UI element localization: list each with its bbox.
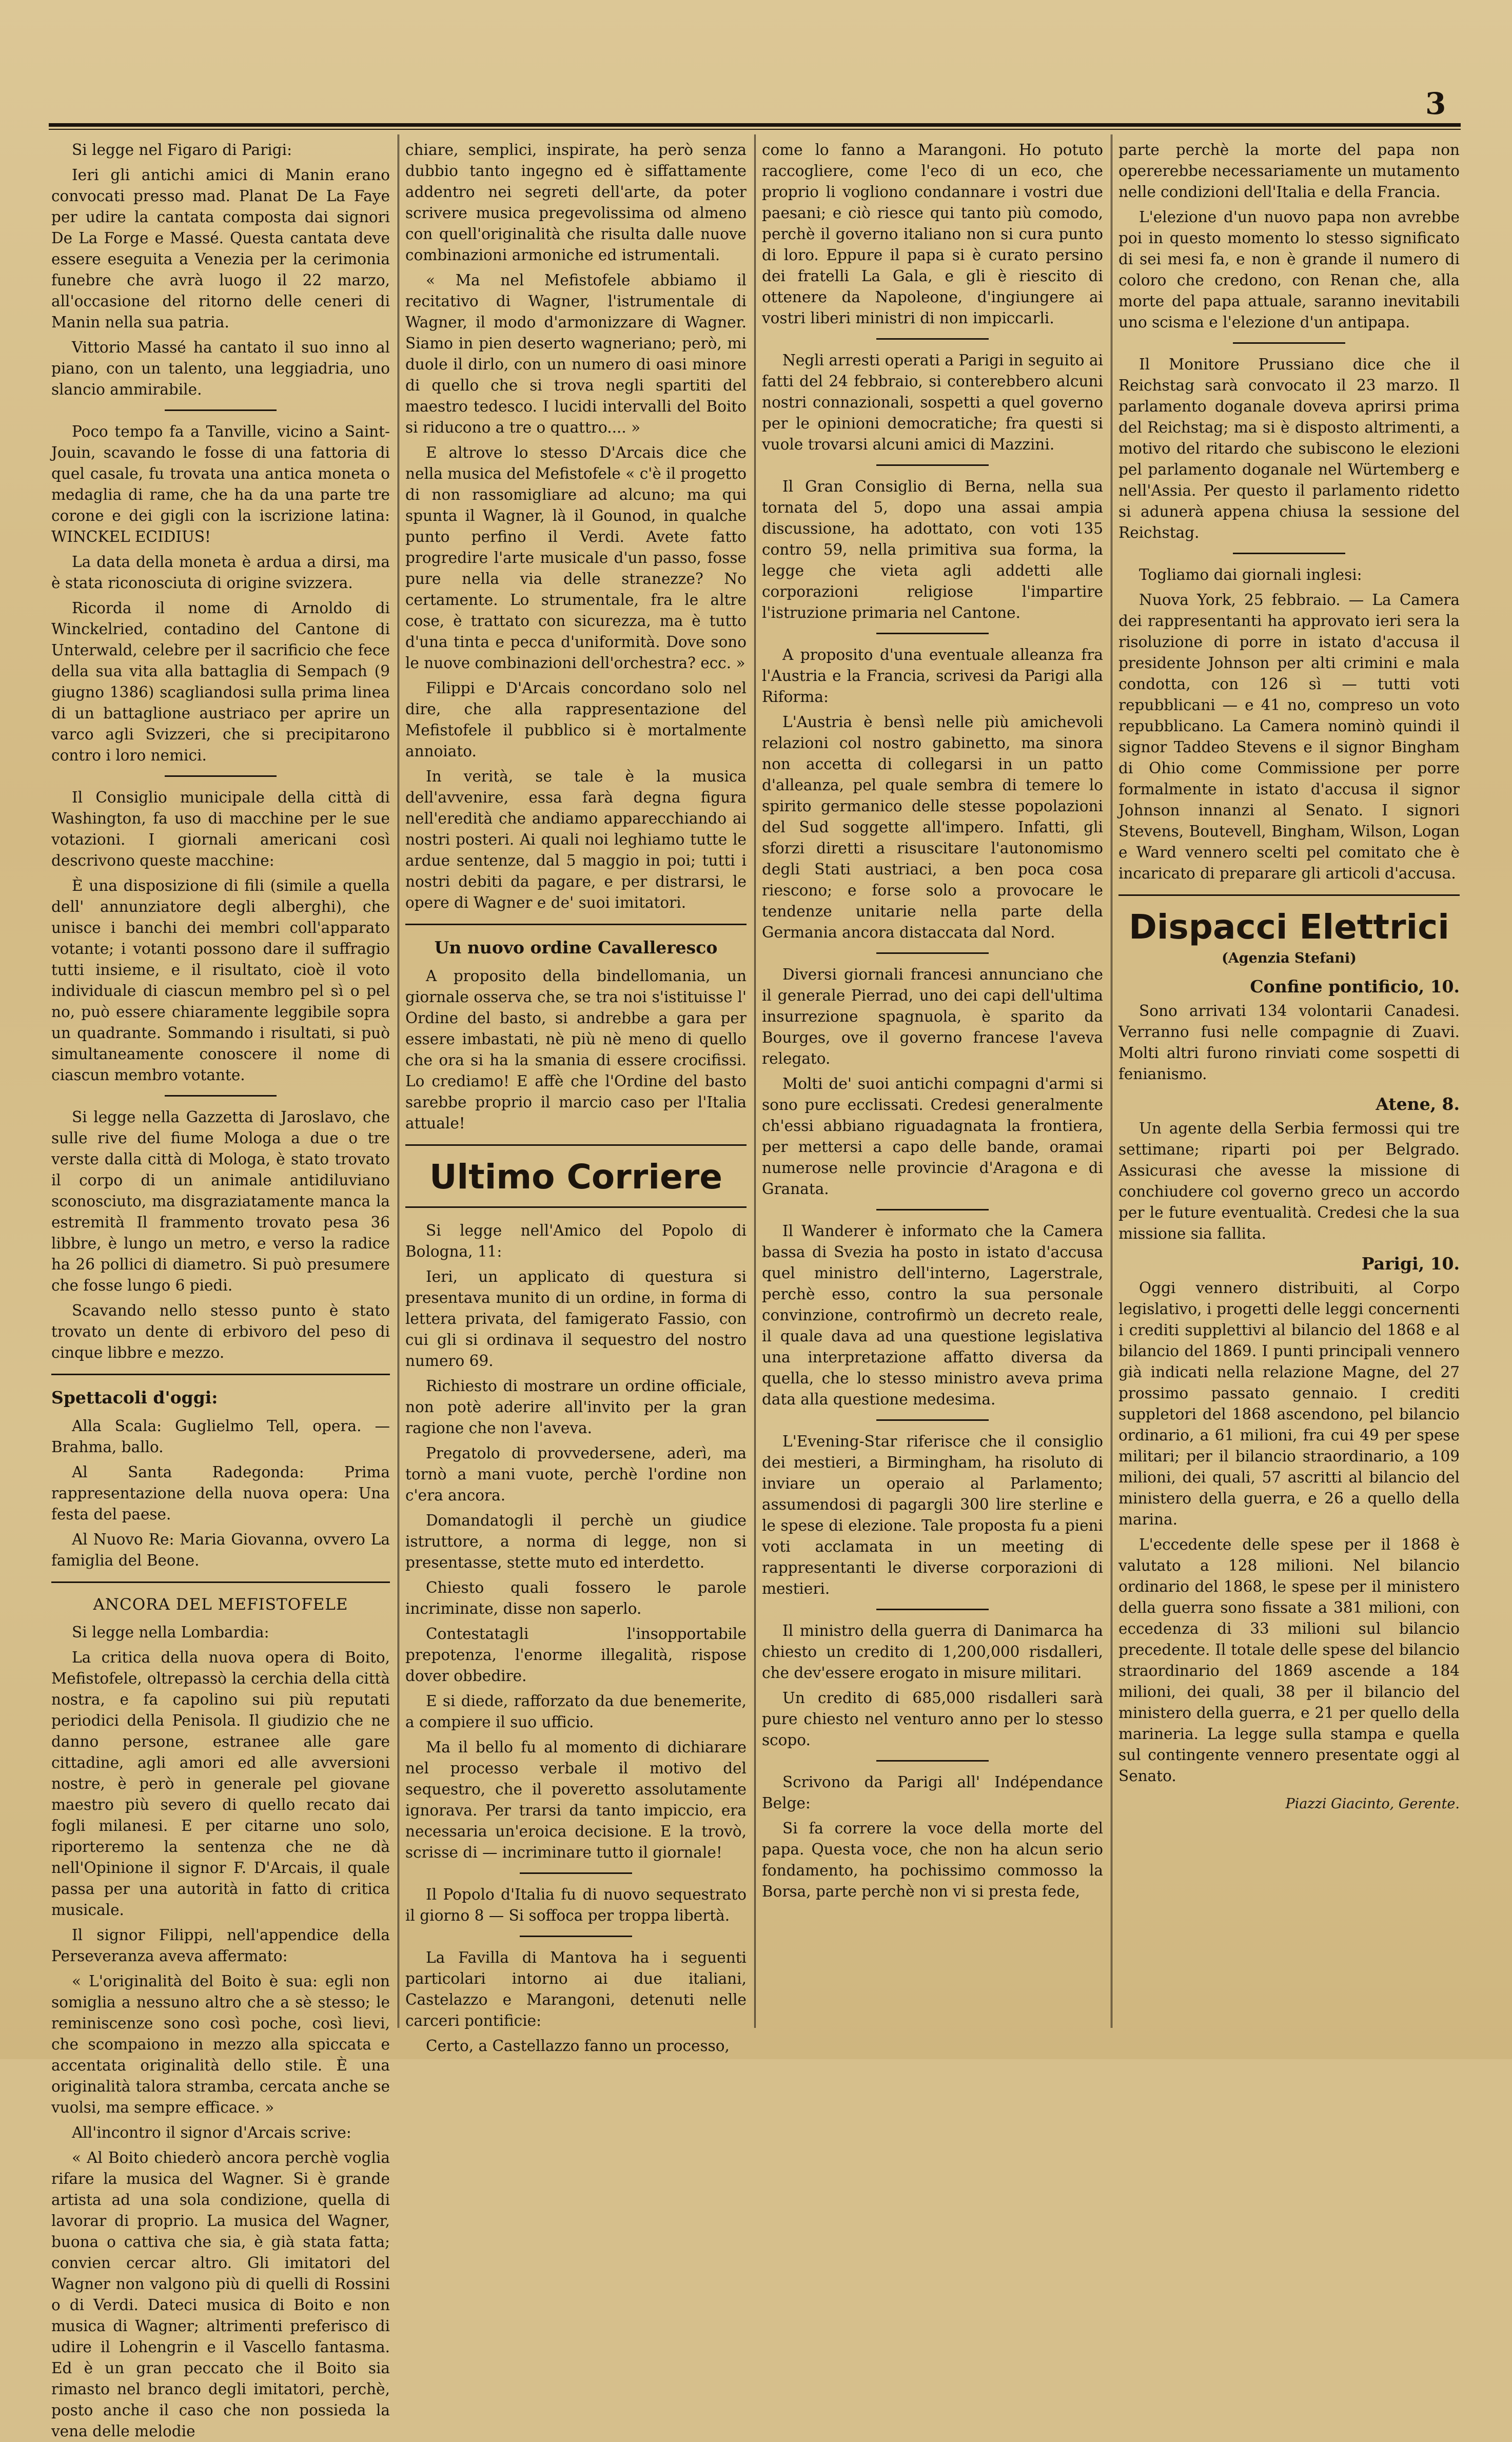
section-separator <box>1118 894 1460 896</box>
article-paragraph: L'Austria è bensì nelle più amichevoli relazioni col nostro gabinetto, ma sinora non accetta di collegarsi in un patto d'alleanza, pel quale sembra di temere lo spirito germanico delle stesse popolazioni del Sud soggette all'impero. Infatti, gli sforzi diretti a risuscitare l'autonomismo degli Stati austriaci, a ben poca cosa riescono; e forse solo a provocare le tendenze unitarie nella parte della Germania ancora distaccata dal Nord. <box>762 713 1103 941</box>
column-rule <box>1111 134 1112 2028</box>
article-separator <box>1233 553 1345 554</box>
article-paragraph: A proposito della bindellomania, un giornale osserva che, se tra noi s'istituisse l' Ordine del basto, si andrebbe a gara per essere imbastati, nè più nè meno di quello che ora si ha la smania di essere crocifissi. Lo crediamo! E affè che l'Ordine del basto sarebbe proprio il marcio caso per l'Italia attuale! <box>405 967 747 1132</box>
article-paragraph: « L'originalità del Boito è sua: egli non somiglia a nessuno altro che a sè stesso; le reminiscenze sono così poche, così lievi, che scompaiono in mezzo alla spiccata e accentata originalità dello stile. È una originalità talora stramba, cercata anche se vuolsi, ma sempre efficace. » <box>51 1972 390 2116</box>
article-separator <box>876 338 989 340</box>
article-paragraph: Il Consiglio municipale della città di Washington, fa uso di macchine per le sue votazioni. I giornali americani così descrivono queste macchine: <box>51 789 390 869</box>
article-paragraph: Un credito di 685,000 risdalleri sarà pure chiesto nel venturo anno per lo stesso scopo. <box>762 1689 1103 1749</box>
article-separator <box>876 952 989 954</box>
dispatch-dateline: Confine pontificio, 10. <box>1250 976 1460 997</box>
article-separator <box>876 1209 989 1210</box>
article-separator <box>876 1419 989 1421</box>
article-paragraph: Si legge nella Gazzetta di Jaroslavo, che sulle rive del fiume Mologa a due o tre verste dalla città di Mologa, è stato trovato il corpo di un animale antidiluviano sconosciuto, ma disgraziatamente manca la estremità Il frammento trovato pesa 36 libbre, è lungo un metro, e verso la radice ha 26 pollici di diametro. Si può presumere che fosse lungo 6 piedi. <box>51 1108 390 1294</box>
article-paragraph: Il signor Filippi, nell'appendice della Perseveranza aveva affermato: <box>51 1926 390 1965</box>
article-separator <box>876 1609 989 1610</box>
article-paragraph: Ma il bello fu al momento di dichiarare nel processo verbale il motivo del sequestro, che il poveretto assolutamente ignorava. Per trarsi da tanto impiccio, era necessaria un'eroica decisione. E la trovò, scrisse di — incriminare tutto il giornale! <box>405 1738 747 1861</box>
article-paragraph: Negli arresti operati a Parigi in seguito ai fatti del 24 febbraio, si conterebbero alcuni nostri connazionali, sospetti a quel governo per le opinioni democratiche; fra questi si vuole trovarsi alcuni amici di Mazzini. <box>762 351 1103 453</box>
article-separator <box>165 1095 277 1097</box>
section-separator <box>51 1374 390 1375</box>
article-paragraph: Ieri gli antichi amici di Manin erano convocati presso mad. Planat De La Faye per udire la cantata composta dai signori De La Forge e Massé. Questa cantata deve essere eseguita a Venezia per la cerimonia funebre che avrà luogo il 22 marzo, all'occasione del ritorno delle ceneri di Manin nella sua patria. <box>51 166 390 331</box>
article-paragraph: Diversi giornali francesi annunciano che il generale Pierrad, uno dei capi dell'ultima insurrezione spagnuola, è sparito da Bourges, ove il governo francese l'aveva relegato. <box>762 966 1103 1067</box>
column-2 <box>405 140 747 2055</box>
article-paragraph: Il Monitore Prussiano dice che il Reichstag sarà convocato il 23 marzo. Il parlamento doganale doveva aprirsi prima del Reichstag; ma si è disposto altrimenti, a motivo del ritardo che subiscono le elezioni pel parlamento doganale nel Würtemberg e nell'Assia. Per questo il parlamento ridetto si adunerà appena chiusa la sessione del Reichstag. <box>1118 356 1460 541</box>
column-rule <box>398 134 399 2028</box>
article-paragraph: Togliamo dai giornali inglesi: <box>1139 566 1362 583</box>
column-3 <box>762 140 1103 2018</box>
section-heading: Dispacci Elettrici <box>1129 907 1449 947</box>
section-separator <box>405 1144 747 1146</box>
article-paragraph: E altrove lo stesso D'Arcais dice che nella musica del Mefistofele « c'è il progetto di non rassomigliare ad alcuno; ma qui spunta il Wagner, là il Gounod, in qualche punto perfino il Verdi. Avete fatto progredire l'arte musicale d'un passo, fosse pure nella via delle stranezze? No certamente. Lo strumentale, fra le altre cose, è trattato con sicurezza, ma è tutto d'una tinta e pecca d'uniformità. Dove sono le nuove combinazioni dell'orchestra? ecc. » <box>405 444 747 672</box>
article-paragraph: In verità, se tale è la musica dell'avvenire, essa farà degna figura nell'eredità che andiamo apparecchiando ai nostri posteri. Ai quali noi leghiamo tutte le ardue sentenze, dal 5 maggio in poi; tutti i nostri debiti da pagare, e per distrarsi, le opere di Wagner e de' suoi imitatori. <box>405 768 747 911</box>
article-paragraph: Ricorda il nome di Arnoldo di Winckelried, contadino del Cantone di Unterwald, celebre per il sacrificio che fece della sua vita alla battaglia di Sempach (9 giugno 1386) scagliandosi sulla prima linea di un battaglione austriaco per aprire un varco agli Svizzeri, che si precipitarono contro i loro nemici. <box>51 599 390 764</box>
section-heading: Un nuovo ordine Cavalleresco <box>434 937 718 958</box>
article-separator <box>520 1872 632 1874</box>
article-paragraph: La data della moneta è ardua a dirsi, ma è stata riconosciuta di origine svizzera. <box>51 553 390 592</box>
section-separator <box>405 1206 747 1208</box>
article-separator <box>876 464 989 466</box>
article-separator <box>876 633 989 634</box>
article-paragraph: Il Popolo d'Italia fu di nuovo sequestrato il giorno 8 — Si soffoca per troppa libertà. <box>405 1886 747 1924</box>
article-paragraph: L'elezione d'un nuovo papa non avrebbe poi in questo momento lo stesso significato di sei mesi fa, e non è grande il numero di coloro che credono, con Renan che, alla morte del papa attuale, saranno inevitabili uno scisma e l'elezione d'un antipapa. <box>1118 208 1460 331</box>
article-paragraph: Il Wanderer è informato che la Camera bassa di Svezia ha posto in istato d'accusa quel ministro dell'interno, Lagerstrale, perchè esso, contro la sua personale convinzione, controfirmò un decreto reale, il quale dava ad una questione legislativa una interpretazione affatto diversa da quella, che lo stesso ministro aveva prima data alla questione medesima. <box>762 1222 1103 1408</box>
article-paragraph: A proposito d'una eventuale alleanza fra l'Austria e la Francia, scrivesi da Parigi alla Riforma: <box>762 646 1103 706</box>
article-paragraph: Chiesto quali fossero le parole incriminate, disse non saperlo. <box>405 1579 747 1617</box>
article-paragraph: Ieri, un applicato di questura si presentava munito di un ordine, in forma di lettera privata, del famigerato Fassio, con cui gli si ordinava il sequestro del nostro numero 69. <box>405 1268 747 1370</box>
article-paragraph: Scrivono da Parigi all' Indépendance Belge: <box>762 1773 1103 1812</box>
article-paragraph: parte perchè la morte del papa non opererebbe necessariamente un mutamento nelle condizioni dell'Italia e della Francia. <box>1118 141 1460 201</box>
article-paragraph: Si legge nell'Amico del Popolo di Bologna, 11: <box>405 1222 747 1260</box>
header-rule <box>49 123 1461 130</box>
page-number: 3 <box>1425 86 1446 121</box>
article-paragraph: « Ma nel Mefistofele abbiamo il recitativo di Wagner, l'istrumentale di Wagner, il modo d'armonizzare di Wagner. Siamo in pien deserto wagneriano; però, mi duole il dirlo, con un numero di oasi minore di quello che si trova negli spartiti del maestro tedesco. I lucidi intervalli del Boito si riducono a tre o quattro.... » <box>405 271 747 436</box>
article-paragraph: Si legge nel Figaro di Parigi: <box>72 141 292 159</box>
article-separator <box>1233 342 1345 344</box>
article-paragraph: Il ministro della guerra di Danimarca ha chiesto un credito di 1,200,000 risdalleri, che dev'essere erogato in misure militari. <box>762 1622 1103 1682</box>
article-paragraph: Un agente della Serbia fermossi qui tre settimane; riparti poi per Belgrado. Assicurasi che avesse la missione di conchiudere col governo greco un accordo per le future eventualità. Credesi che la sua missione sia fallita. <box>1118 1120 1460 1242</box>
article-paragraph: Alla Scala: Guglielmo Tell, opera. — Brahma, ballo. <box>51 1417 390 1456</box>
article-paragraph: Vittorio Massé ha cantato il suo inno al piano, con un talento, una leggiadria, uno slancio ammirabile. <box>51 339 390 398</box>
section-heading: Spettacoli d'oggi: <box>51 1388 218 1408</box>
section-heading: Ultimo Corriere <box>429 1157 723 1197</box>
section-separator <box>51 1581 390 1583</box>
article-separator <box>876 1760 989 1762</box>
article-paragraph: Sono arrivati 134 volontarii Canadesi. Verranno fusi nelle compagnie di Zuavi. Molti altri furono rinviati come sospetti di fenianismo. <box>1118 1002 1460 1083</box>
article-paragraph: È una disposizione di fili (simile a quella dell' annunziatore degli alberghi), che unisce i banchi dei membri coll'apparato votante; i votanti possono dare il suffragio tutti insieme, e il risultato, cioè il voto individuale di ciascun membro pel sì o pel no, può essere chiaramente leggibile sopra un quadrante. Sommando i risultati, si può simultaneamente conoscere il nome di ciascun membro votante. <box>51 877 390 1084</box>
article-paragraph: Al Nuovo Re: Maria Giovanna, ovvero La famiglia del Beone. <box>51 1531 390 1569</box>
article-paragraph: L'eccedente delle spese per il 1868 è valutato a 128 milioni. Nel bilancio ordinario del 1868, le spese per il ministero della guerra sono fissate a 381 milioni, con eccedenza di 33 milioni sul bilancio precedente. Il totale delle spese del bilancio straordinario del 1869 ascende a 184 milioni, dei quali, 38 per il bilancio del ministero della guerra, e 21 per quello della marineria. La legge sulla stampa e quella sul contingente vennero presentate oggi al Senato. <box>1118 1536 1460 1785</box>
article-paragraph: Al Santa Radegonda: Prima rappresentazione della nuova opera: Una festa del paese. <box>51 1463 390 1523</box>
column-rule <box>754 134 756 2028</box>
article-paragraph: La critica della nuova opera di Boito, Mefistofele, oltrepassò la cerchia della città nostra, e fa capolino sui più reputati periodici della Penisola. Il giudizio che ne danno persone, estranee alle gare cittadine, agli amori ed alle avversioni nostre, è però in generale pel giovane maestro più severo di quello recato dai fogli milanesi. E per citarne uno solo, riporteremo la sentenza che ne dà nell'Opinione il signor F. D'Arcais, il quale passa per una autorità in fatto di critica musicale. <box>51 1649 390 1919</box>
article-paragraph: Molti de' suoi antichi compagni d'armi si sono pure ecclissati. Credesi generalmente ch'essi abbiano riguadagnata la frontiera, per mettersi a capo delle bande, oramai numerose nelle provincie d'Aragona e di Granata. <box>762 1075 1103 1198</box>
article-paragraph: Poco tempo fa a Tanville, vicino a Saint-Jouin, scavando le fosse di una fattoria di quel casale, fu trovata una antica moneta o medaglia di rame, che ha da una parte tre corone e dei gigli con la iscrizione latina: WINCKEL ECIDIUS! <box>51 423 390 545</box>
article-paragraph: Il Gran Consiglio di Berna, nella sua tornata del 5, dopo una assai ampia discussione, ha adottato, con voti 135 contro 59, nella primitiva sua forma, la legge che vieta agli addetti alle corporazioni religiose l'impartire l'istruzione primaria nel Cantone. <box>762 478 1103 621</box>
article-paragraph: chiare, semplici, inspirate, ha però senza dubbio tanto ingegno ed è siffattamente addentro nei segreti dell'arte, da poter scrivere musica pregevolissima od almeno con quell'originalità che risulta dalle nuove combinazioni armoniche ed istrumentali. <box>405 141 747 264</box>
article-paragraph: Oggi vennero distribuiti, al Corpo legislativo, i progetti delle leggi concernenti i crediti supplettivi al bilancio del 1868 e al bilancio del 1869. I punti principali vennero già indicati nella relazione Magne, del 27 prossimo passato gennaio. I crediti suppletori del 1868 ascendono, pel bilancio ordinario, a 61 milioni, fra cui 49 per spese militari; per il bilancio straordinario, a 109 milioni, dei quali, 57 ascritti al bilancio del ministero della guerra, e 26 a quello della marina. <box>1118 1279 1460 1528</box>
article-separator <box>165 775 277 777</box>
article-separator <box>520 1936 632 1937</box>
section-subtitle: (Agenzia Stefani) <box>1222 950 1357 966</box>
article-paragraph: Contestatagli l'insopportabile prepotenza, l'enorme illegalità, rispose dover obbedire. <box>405 1625 747 1685</box>
article-separator <box>165 409 277 411</box>
dispatch-dateline: Parigi, 10. <box>1361 1254 1460 1274</box>
article-paragraph: Certo, a Castellazzo fanno un processo, <box>426 2037 730 2055</box>
article-paragraph: E si diede, rafforzato da due benemerite, a compiere il suo ufficio. <box>405 1692 747 1731</box>
article-paragraph: come lo fanno a Marangoni. Ho potuto raccogliere, come l'eco di un eco, che proprio li vogliono condannare i vostri due paesani; e ciò riesce qui tanto più comodo, perchè il governo italiano non si cura punto di loro. Eppure il papa si è curato persino dei fratelli La Gala, e gli è riescito di ottenere da Napoleone, d'ingiungere ai vostri liberi ministri di non impiccarli. <box>762 141 1103 327</box>
article-paragraph: La Favilla di Mantova ha i seguenti particolari intorno ai due italiani, Castelazzo e Marangoni, detenuti nelle carceri pontificie: <box>405 1949 747 2029</box>
column-1 <box>51 140 390 2440</box>
article-paragraph: « Al Boito chiederò ancora perchè voglia rifare la musica del Wagner. Si è grande artista ad una sola condizione, quella di lavorar di proprio. La musica del Wagner, buona o cattiva che sia, è già stata fatta; convien cercar altro. Gli imitatori del Wagner non valgono più di quelli di Rossini o di Verdi. Dateci musica di Boito e non musica di Wagner; altrimenti preferisco di udire il Lohengrin e il Vascello fantasma. Ed è un gran peccato che il Boito sia rimasto nel branco degli imitatori, perchè, posto anche il caso che non possieda la vena delle melodie <box>51 2149 390 2440</box>
article-paragraph: All'incontro il signor d'Arcais scrive: <box>72 2124 351 2141</box>
column-4 <box>1118 140 1460 2018</box>
article-paragraph: Filippi e D'Arcais concordano solo nel dire, che alla rappresentazione del Mefistofele il pubblico si è mortalmente annoiato. <box>405 679 747 760</box>
article-paragraph: Nuova York, 25 febbraio. — La Camera dei rappresentanti ha approvato ieri sera la risoluzione di porre in istato d'accusa il presidente Johnson per alti crimini e mala condotta, con 126 sì — tutti voti repubblicani — e 41 no, compreso un voto repubblicano. La Camera nominò quindi il signor Taddeo Stevens e il signor Bingham di Ohio come Commissione per porre formalmente in istato d'accusa il signor Johnson innanzi al Senato. I signori Stevens, Boutevell, Bingham, Wilson, Logan e Ward vennero scelti pel comitato che è incaricato di preparare gli articoli d'accusa. <box>1118 591 1460 882</box>
article-paragraph: Richiesto di mostrare un ordine officiale, non potè aderire all'invito per la gran ragione che non l'aveva. <box>405 1377 747 1437</box>
article-paragraph: Domandatogli il perchè un giudice istruttore, a norma di legge, non si presentasse, stette muto ed interdetto. <box>405 1512 747 1571</box>
article-paragraph: Pregatolo di provvedersene, aderì, ma tornò a mani vuote, perchè l'ordine non c'era ancora. <box>405 1444 747 1504</box>
article-paragraph: Scavando nello stesso punto è stato trovato un dente di erbivoro del peso di cinque libbre e mezzo. <box>51 1302 390 1361</box>
article-paragraph: Si fa correre la voce della morte del papa. Questa voce, che non ha alcun serio fondamento, ha pochissimo commosso la Borsa, parte perchè non vi si presta fede, <box>762 1820 1103 1900</box>
section-separator <box>405 924 747 925</box>
dispatch-dateline: Atene, 8. <box>1376 1094 1460 1114</box>
article-paragraph: L'Evening-Star riferisce che il consiglio dei mestieri, a Birmingham, ha risoluto di inviare un operaio al Parlamento; assumendosi di pagargli 300 lire sterline e le spese di elezione. Tale proposta fu a pieni voti acclamata in un meeting di rappresentanti le diverse corporazioni di mestieri. <box>762 1433 1103 1597</box>
article-paragraph: Si legge nella Lombardia: <box>72 1624 269 1641</box>
signature: Piazzi Giacinto, Gerente. <box>1285 1796 1460 1812</box>
section-heading: ANCORA DEL MEFISTOFELE <box>93 1595 348 1614</box>
